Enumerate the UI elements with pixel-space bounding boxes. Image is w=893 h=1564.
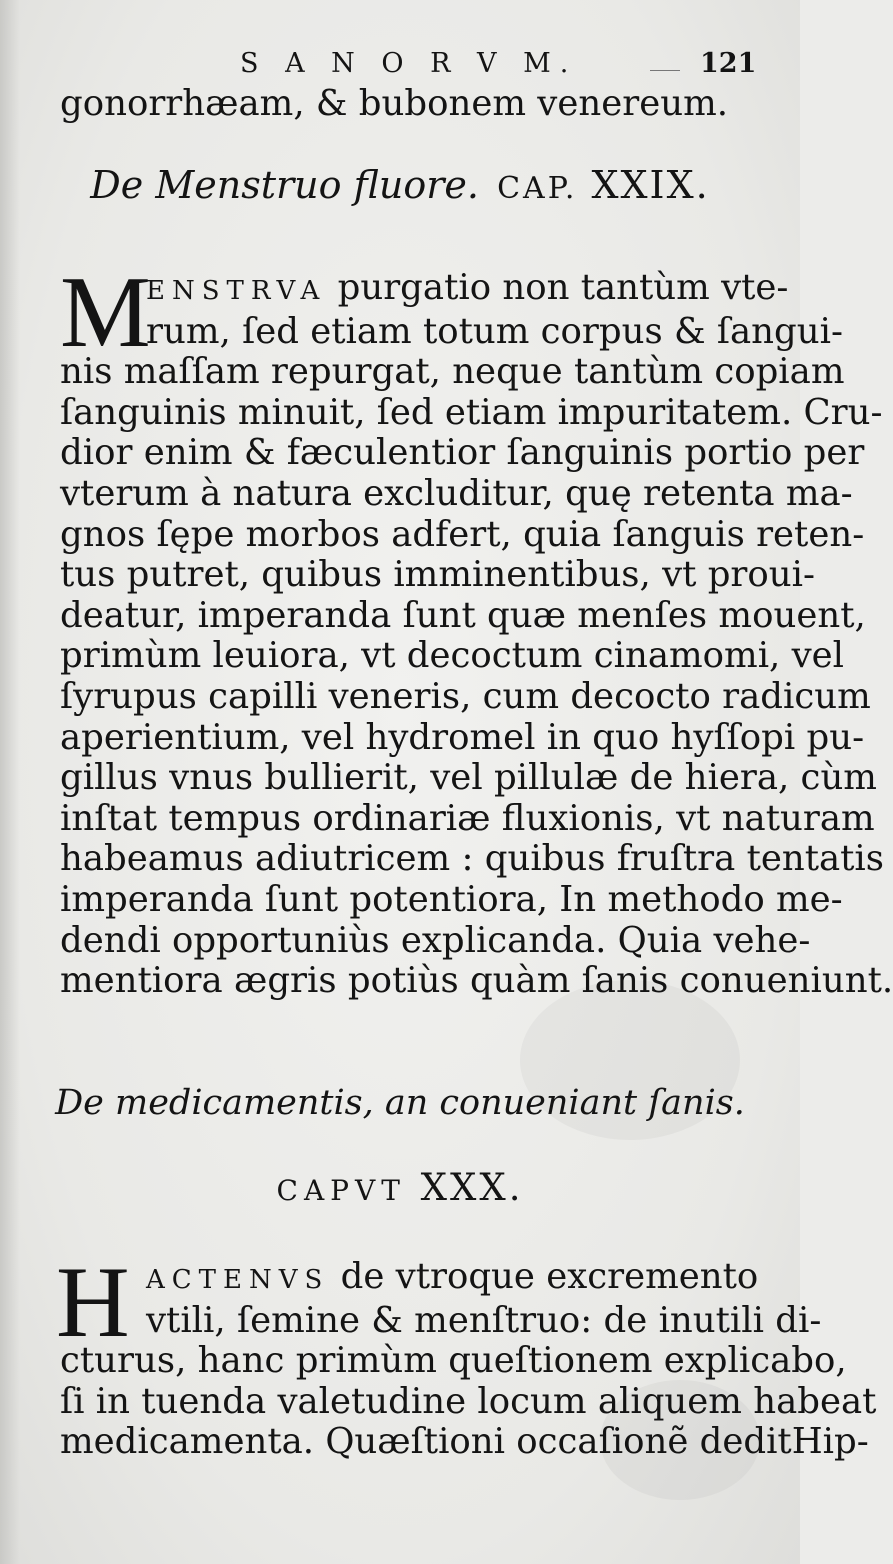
chapter-30-body (60, 1256, 877, 1463)
opening-word: ACTENVS (146, 1265, 330, 1295)
chapter-30-label (0, 1166, 800, 1209)
chapter-30-drop-cap: H (56, 1246, 130, 1359)
body-line: ſi in tuenda valetudine locum aliquem habeat (60, 1380, 877, 1422)
body-line: cturus, hanc primùm queſtionem explicabo, (60, 1340, 847, 1382)
chapter-29-label: CAP. XXIX. (497, 163, 710, 207)
body-line: dior enim & fæculentior ſanguinis portio per (60, 432, 865, 474)
body-line: vterum à natura excluditur, quę retenta ma- (60, 472, 853, 514)
body-line: ACTENVS de vtroque excremento (146, 1256, 759, 1297)
carryover-text (60, 84, 744, 125)
body-line: vtili, ſemine & menſtruo: de inutili di- (146, 1299, 822, 1341)
body-line: habeamus adiutricem : quibus fruſtra tentatis (60, 838, 884, 880)
running-head-title: S A N O R V M. (240, 48, 578, 79)
body-line: nis maſſam repurgat, neque tantùm copiam (60, 351, 845, 393)
body-line: aperientium, vel hydromel in quo hyſſopi pu- (60, 716, 865, 758)
caput-label: CAPVT (276, 1174, 406, 1207)
body-line: tus putret, quibus imminentibus, vt proui- (60, 554, 815, 596)
body-line: deatur, imperanda ſunt quæ menſes mouent, (60, 594, 866, 636)
chapter-29-title: De Menstruo fluore. (90, 163, 479, 207)
running-head (0, 48, 800, 88)
chapter-29-drop-cap: M (60, 256, 151, 369)
page-number: 121 (700, 48, 757, 79)
body-line: ſyrupus capilli veneris, cum decocto radicum (60, 675, 871, 717)
chapter-29-number: XXIX. (591, 163, 710, 207)
chapter-30-title: De medicamentis, an conueniant ſanis. (55, 1083, 745, 1123)
body-line: medicamenta. Quæſtioni occaſionẽ deditHip- (60, 1421, 869, 1463)
body-line: imperanda ſunt potentiora, In methodo me- (60, 878, 843, 920)
carryover-line: gonorrhæam, & bubonem venereum. (60, 83, 729, 124)
page-gutter-shadow (0, 0, 20, 1564)
body-line: inſtat tempus ordinariæ fluxionis, vt naturam (60, 797, 875, 839)
body-line: dendi opportuniùs explicanda. Quia vehe- (60, 919, 811, 961)
chapter-29-body (60, 267, 893, 1002)
body-line: gillus vnus bullierit, vel pillulæ de hiera, cùm (60, 757, 877, 799)
body-line: rum, ſed etiam totum corpus & ſangui- (146, 310, 843, 352)
chapter-29-heading (0, 163, 800, 207)
body-line: ENSTRVA purgatio non tantùm vte- (146, 267, 789, 308)
body-line: ſanguinis minuit, ſed etiam impuritatem. Cru- (60, 391, 883, 433)
opening-word: ENSTRVA (146, 276, 327, 306)
running-head-rule (650, 70, 680, 71)
body-line: mentiora ægris potiùs quàm ſanis conueniunt. (60, 960, 893, 1002)
chapter-30-number: XXX. (420, 1166, 524, 1209)
body-line: gnos ſępe morbos adfert, quia ſanguis reten- (60, 513, 865, 555)
body-line: primùm leuiora, vt decoctum cinamomi, vel (60, 635, 845, 677)
